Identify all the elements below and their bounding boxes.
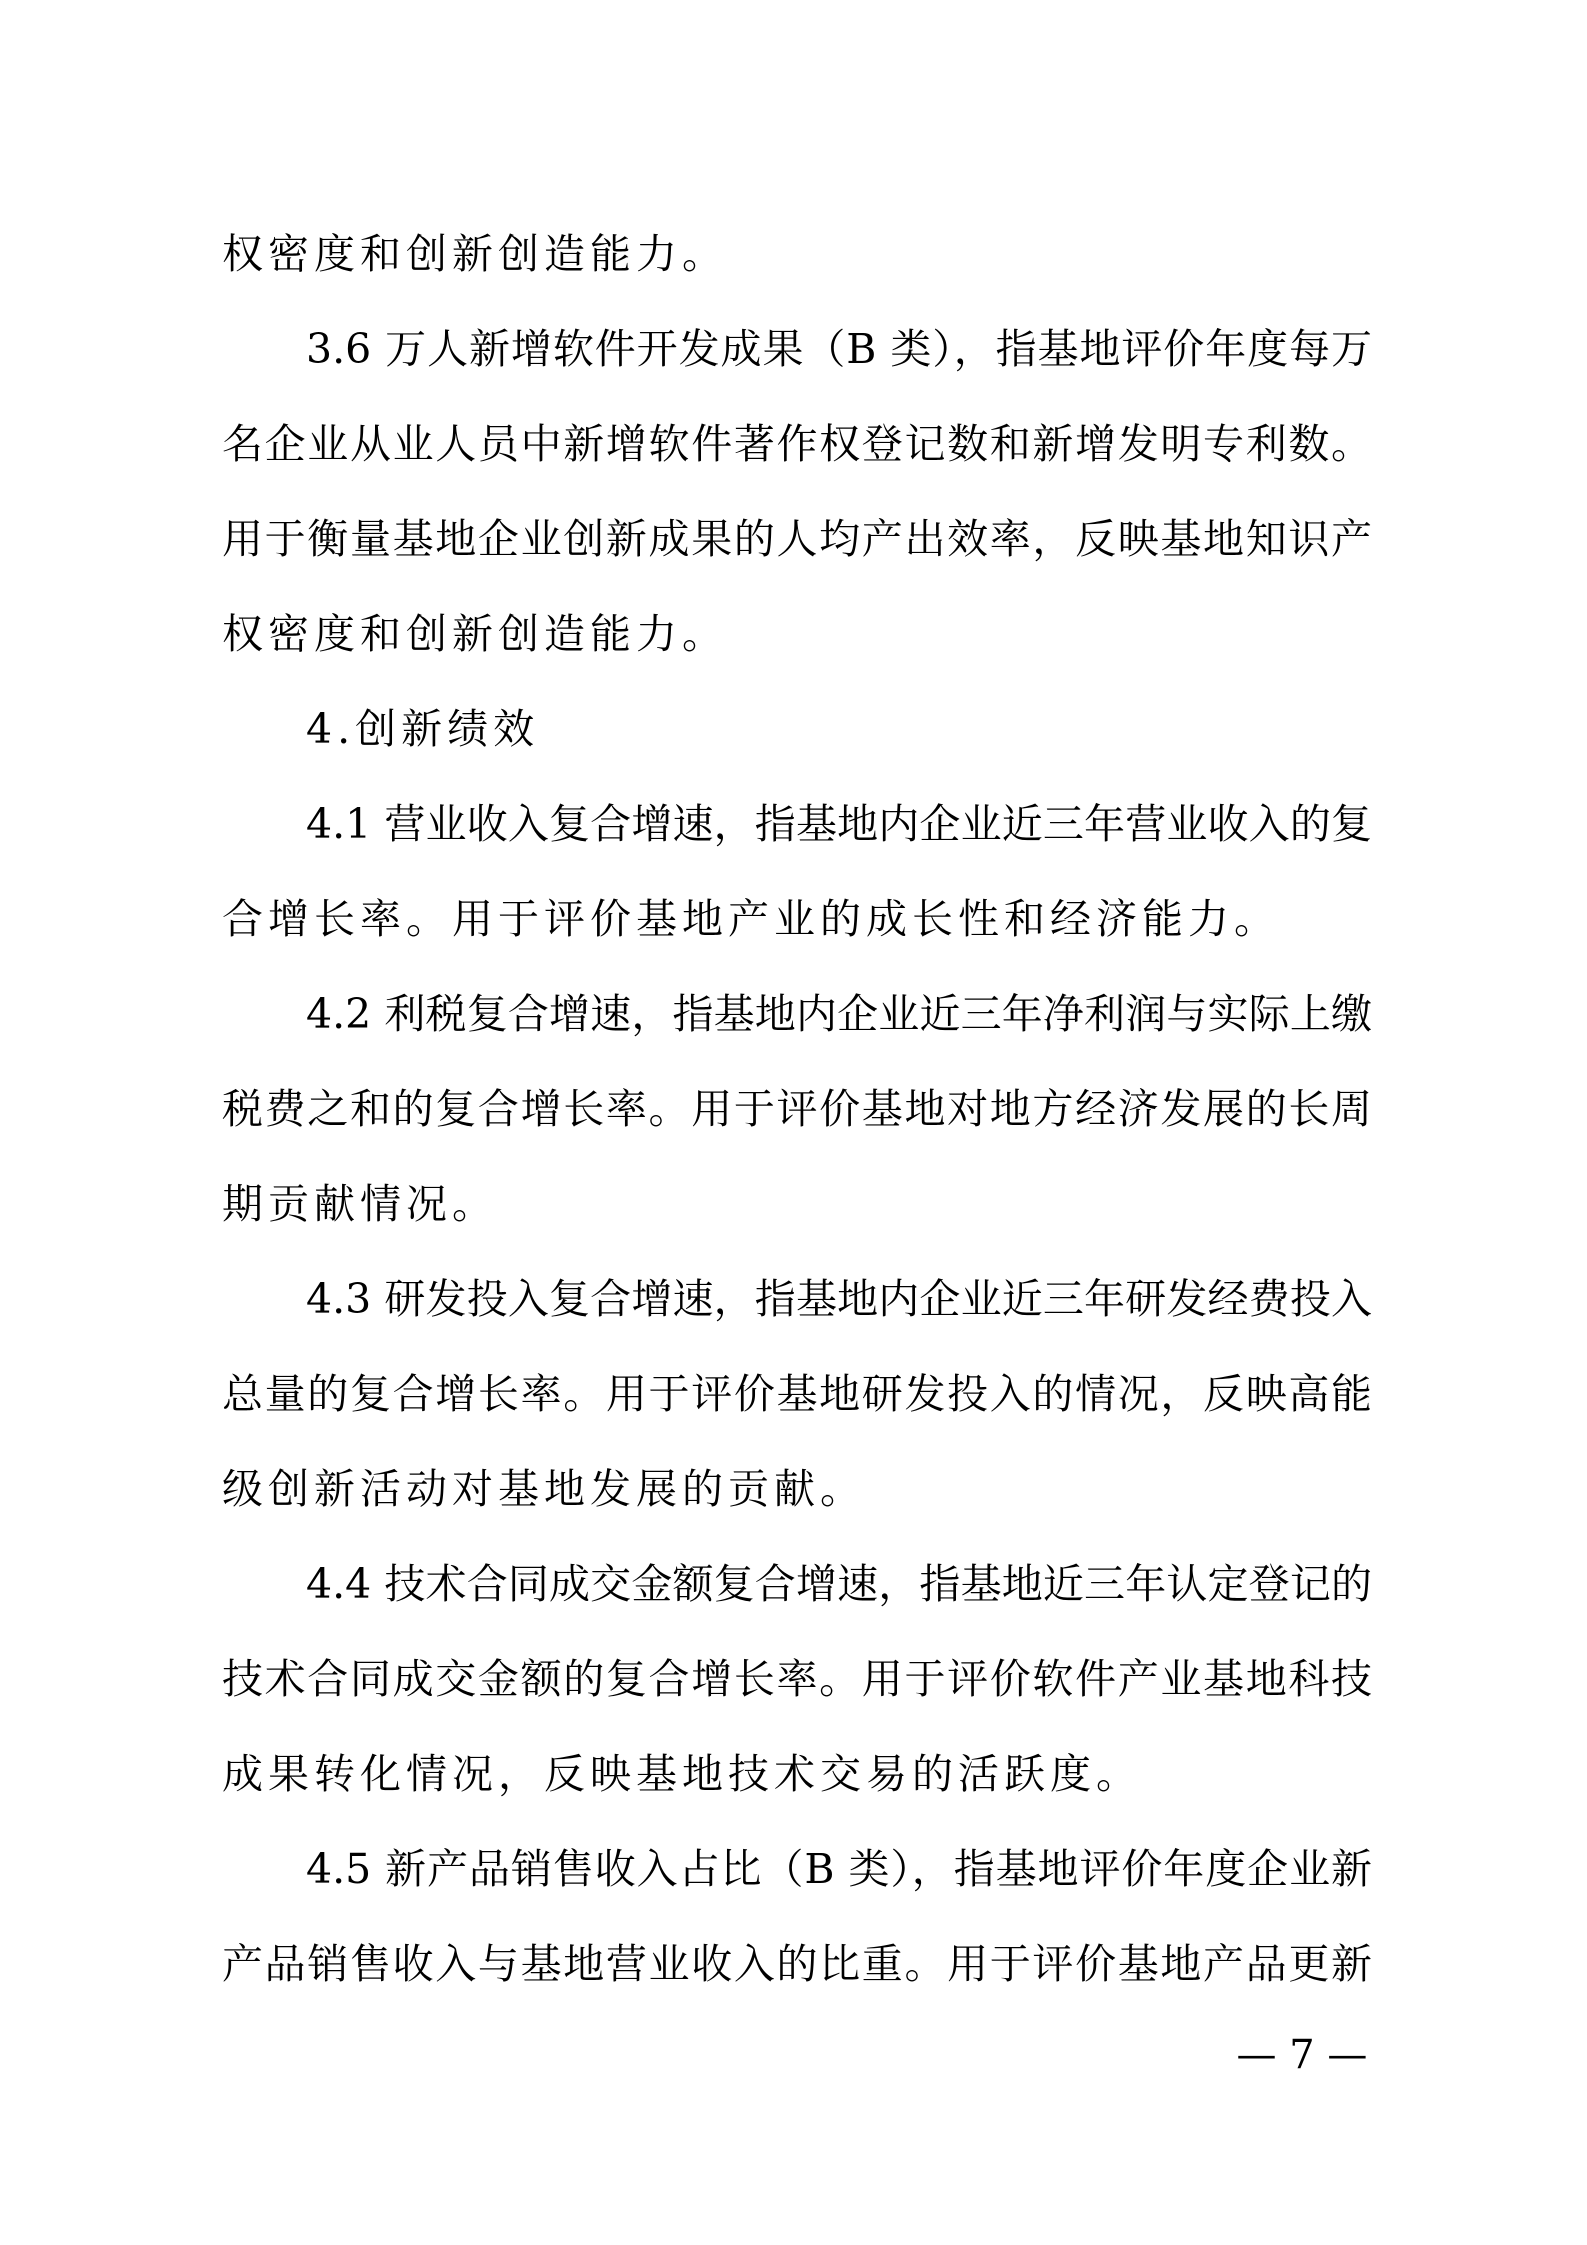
paragraph-4-1-line-2: 合增长率。用于评价基地产业的成长性和经济能力。 [222, 895, 1280, 943]
paragraph-4-4-line-3: 成果转化情况，反映基地技术交易的活跃度。 [222, 1750, 1142, 1798]
paragraph-4-2-line-3: 期贡献情况。 [222, 1180, 498, 1228]
paragraph-4-2-line-1: 4.2 利税复合增速，指基地内企业近三年净利润与实际上缴 [306, 990, 1372, 1038]
paragraph-4-3-line-1: 4.3 研发投入复合增速，指基地内企业近三年研发经费投入 [306, 1275, 1372, 1323]
paragraph-4-2-line-2: 税费之和的复合增长率。用于评价基地对地方经济发展的长周 [222, 1085, 1372, 1133]
paragraph-4-5-line-2: 产品销售收入与基地营业收入的比重。用于评价基地产品更新 [222, 1940, 1372, 1988]
paragraph-3-6-line-1: 3.6 万人新增软件开发成果（B 类），指基地评价年度每万 [306, 325, 1372, 373]
paragraph-3-6-line-3: 用于衡量基地企业创新成果的人均产出效率，反映基地知识产 [222, 515, 1372, 563]
section-heading-innovation-performance: 4.创新绩效 [306, 705, 540, 753]
paragraph-4-1-line-1: 4.1 营业收入复合增速，指基地内企业近三年营业收入的复 [306, 800, 1372, 848]
paragraph-4-3-line-3: 级创新活动对基地发展的贡献。 [222, 1465, 866, 1513]
paragraph-4-3-line-2: 总量的复合增长率。用于评价基地研发投入的情况，反映高能 [222, 1370, 1372, 1418]
paragraph-4-5-line-1: 4.5 新产品销售收入占比（B 类），指基地评价年度企业新 [306, 1845, 1372, 1893]
paragraph-4-4-line-2: 技术合同成交金额的复合增长率。用于评价软件产业基地科技 [222, 1655, 1372, 1703]
text-line: 权密度和创新创造能力。 [222, 230, 728, 278]
page-number: — 7 — [1236, 2032, 1368, 2078]
body-text [222, 214, 1372, 2019]
paragraph-3-6-line-2: 名企业从业人员中新增软件著作权登记数和新增发明专利数。 [222, 420, 1372, 468]
paragraph-3-6-line-4: 权密度和创新创造能力。 [222, 610, 728, 658]
paragraph-4-4-line-1: 4.4 技术合同成交金额复合增速，指基地近三年认定登记的 [306, 1560, 1372, 1608]
